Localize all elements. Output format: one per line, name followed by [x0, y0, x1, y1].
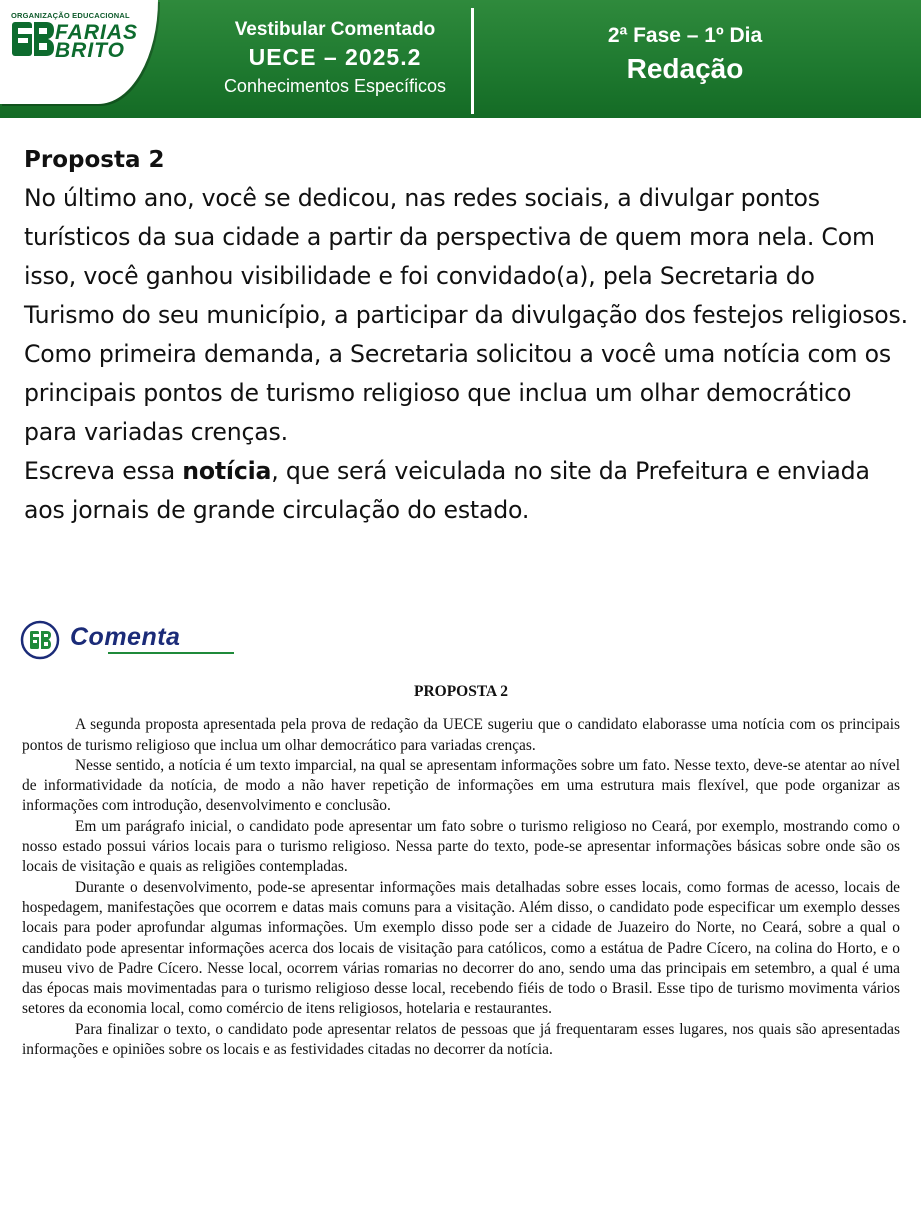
proposal-paragraph: No último ano, você se dedicou, nas redes sociais, a divulgar pontos turísticos da sua cidade a partir da perspectiva de quem mora nela. Com isso, você ganhou visibilidade e foi convidado(a), pela Secretaria do Turismo do seu município, a participar da divulgação dos festejos religiosos. Como primeira demanda, a Secretaria solicitou a você uma notícia com os principais pontos de turismo religioso que inclua um olhar democrático para variadas crenças. [24, 184, 908, 446]
instruction-text: Escreva essa [24, 457, 183, 485]
header-subtitle: Conhecimentos Específicos [223, 76, 447, 96]
commentary-block [22, 682, 900, 1060]
header-subject: Redação [626, 53, 744, 84]
fb-circle-icon [20, 620, 60, 660]
logo-caption: ORGANIZAÇÃO EDUCACIONAL [11, 11, 130, 20]
header-exam: UECE – 2025.2 [248, 44, 422, 70]
fb-monogram-icon [12, 22, 54, 56]
commentary-paragraph: A segunda proposta apresentada pela prova de redação da UECE sugeriu que o candidato elaborasse uma notícia com os principais pontos de turismo religioso que inclua um olhar democrático para variadas crenças. [22, 716, 900, 754]
comenta-underline [108, 652, 234, 654]
commentary-paragraph: Nesse sentido, a notícia é um texto imparcial, na qual se apresentam informações sobre um fato. Nesse texto, deve-se atentar ao nível de informatividade da notícia, de modo a não haver repetição de informações em uma estrutura mais flexível, que pode organizar as informações com introdução, desenvolvimento e conclusão. [22, 756, 900, 815]
commentary-paragraph: Em um parágrafo inicial, o candidato pode apresentar um fato sobre o turismo religioso no Ceará, por exemplo, mostrando como o nosso estado possui vários locais para o turismo religioso. Nessa parte do texto, pode-se apresentar informações básicas sobre onde são os locais de visitação e quais as religiões contempladas. [22, 817, 900, 876]
page-header [0, 0, 921, 118]
logo-panel [0, 0, 158, 104]
instruction-genre: notícia [182, 457, 272, 485]
proposal-block [24, 141, 908, 530]
logo-word-farias: FARIAS [55, 21, 139, 44]
comenta-brand [20, 620, 220, 662]
header-phase: 2ª Fase – 1º Dia [607, 24, 763, 47]
comenta-label: Comenta [70, 623, 181, 651]
commentary-paragraph: Para finalizar o texto, o candidato pode apresentar relatos de pessoas que já frequentaram esses lugares, nos quais são apresentadas informações e opiniões sobre os locais e as festividades citadas no decorrer da notícia. [22, 1020, 900, 1059]
commentary-paragraph: Durante o desenvolvimento, pode-se apresentar informações mais detalhadas sobre esses locais, como formas de acesso, locais de hospedagem, manifestações que ocorrem e datas mais comuns para a visitação. Além disso, o candidato pode especificar um exemplo desses locais para poder aprofundar algumas informações. Um exemplo disso pode ser a cidade de Juazeiro do Norte, no Ceará, sobre a qual o candidato pode apresentar informações acerca dos locais de visitação para católicos, como a estátua de Padre Cícero, na colina do Horto, e o museu vivo de Padre Cícero. Nesse local, ocorrem várias romarias no decorrer do ano, sendo uma das principais em setembro, a qual é uma das épocas mais movimentadas para o turismo religioso desse local, recebendo fiéis de todo o Brasil. Esse tipo de turismo movimenta vários setores da economia local, como comércio de itens religiosos, hotelaria e restaurantes. [22, 878, 900, 1018]
instruction-text-end: , que será veiculada no site da Prefeitura e enviada aos jornais de grande circulação do estado. [24, 457, 870, 524]
proposal-title: Proposta 2 [24, 147, 165, 173]
logo-word-brito: BRITO [55, 39, 125, 62]
proposal-instruction [24, 452, 908, 530]
header-title: Vestibular Comentado [234, 19, 436, 40]
header-divider [471, 8, 474, 114]
commentary-title: PROPOSTA 2 [413, 683, 508, 700]
